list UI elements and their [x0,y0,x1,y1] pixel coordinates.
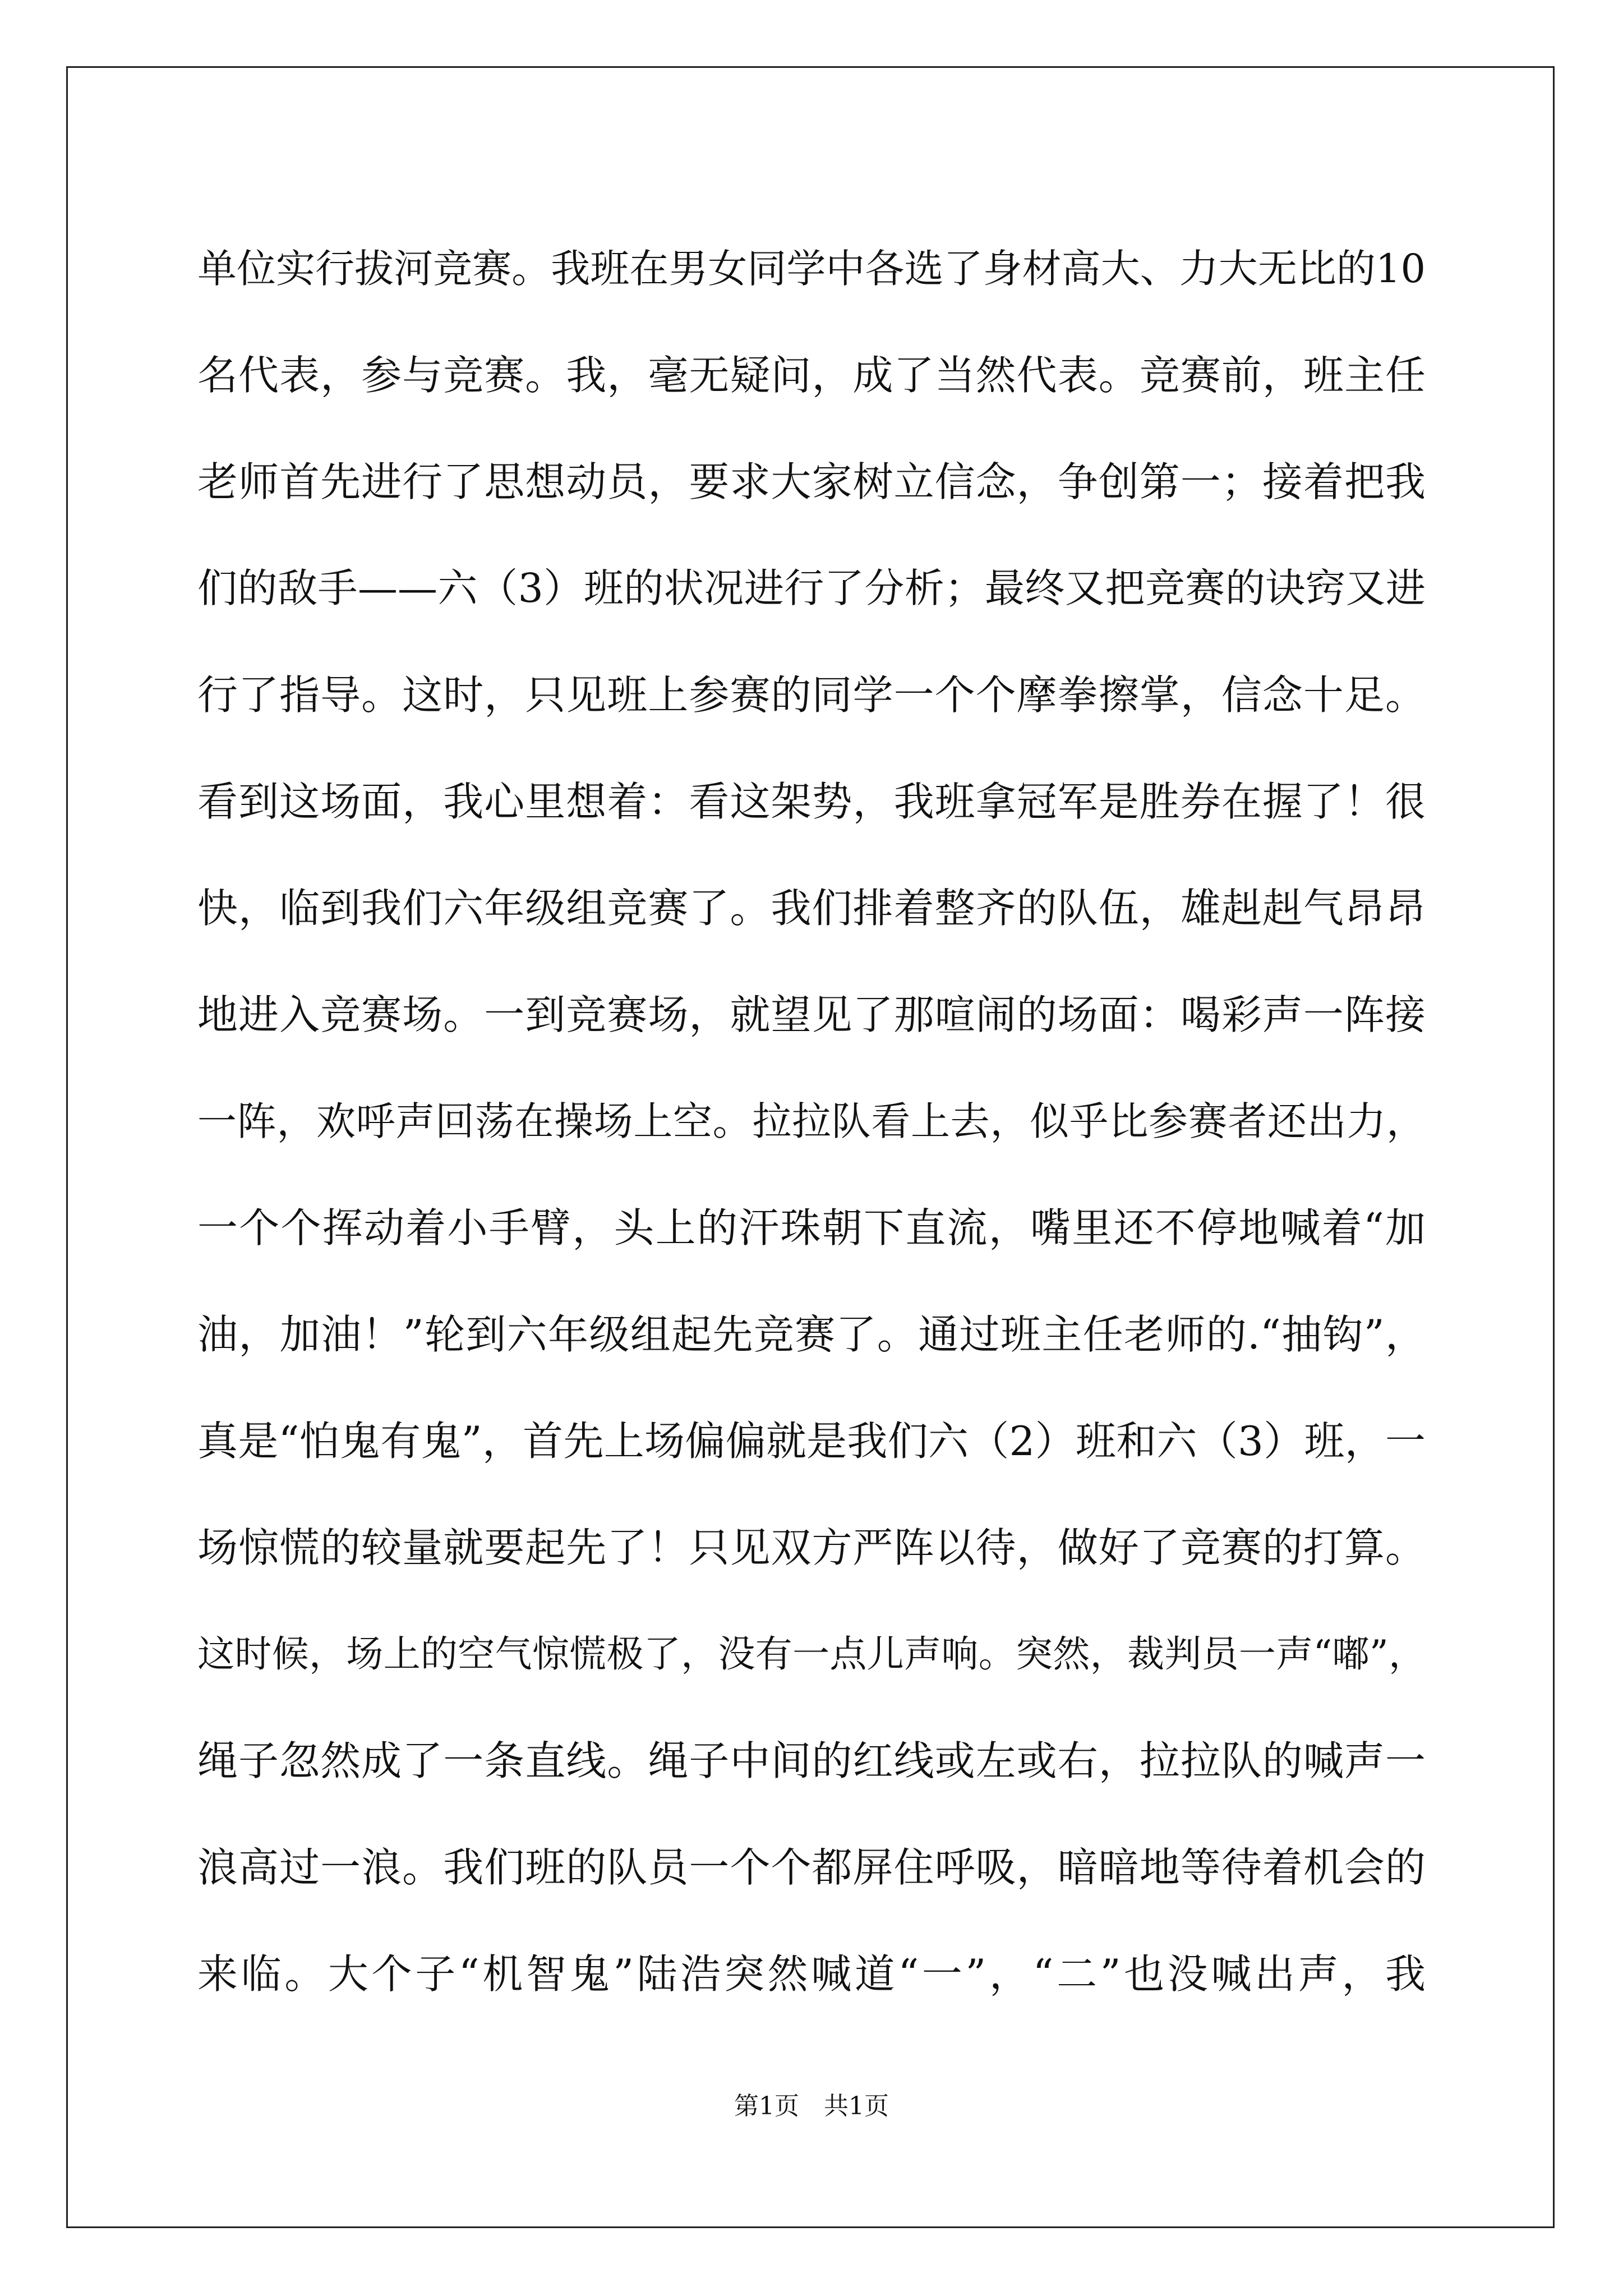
text-line: 真是“怕鬼有鬼”，首先上场偏偏就是我们六（2）班和六（3）班，一 [197,1418,1426,1465]
text-line: 老师首先进行了思想动员，要求大家树立信念，争创第一；接着把我 [197,458,1426,505]
text-line: 们的敌手——六（3）班的状况进行了分析；最终又把竞赛的诀窍又进 [197,565,1426,611]
text-line: 绳子忽然成了一条直线。绳子中间的红线或左或右，拉拉队的喊声一 [197,1737,1426,1784]
text-line: 场惊慌的较量就要起先了！只见双方严阵以待，做好了竞赛的打算。 [197,1524,1426,1571]
page-number-footer: 第1页 共1页 [734,2092,889,2120]
text-line: 这时候，场上的空气惊慌极了，没有一点儿声响。突然，裁判员一声“嘟”， [197,1632,1426,1676]
text-line: 单位实行拔河竞赛。我班在男女同学中各选了身材高大、力大无比的10 [197,246,1426,292]
text-line: 一个个挥动着小手臂，头上的汗珠朝下直流，嘴里还不停地喊着“加 [197,1204,1426,1251]
text-line: 快，临到我们六年级组竞赛了。我们排着整齐的队伍，雄赳赳气昂昂 [197,885,1426,932]
body-text [197,215,1426,2027]
text-line: 浪高过一浪。我们班的队员一个个都屏住呼吸，暗暗地等待着机会的 [197,1844,1426,1891]
text-line: 看到这场面，我心里想着：看这架势，我班拿冠军是胜券在握了！很 [197,778,1426,825]
text-line: 行了指导。这时，只见班上参赛的同学一个个摩拳擦掌，信念十足。 [197,671,1426,719]
text-line: 一阵，欢呼声回荡在操场上空。拉拉队看上去，似乎比参赛者还出力， [197,1098,1426,1144]
text-line: 油，加油！”轮到六年级组起先竞赛了。通过班主任老师的.“抽钩”， [197,1311,1426,1358]
text-line: 名代表，参与竞赛。我，毫无疑问，成了当然代表。竞赛前，班主任 [197,352,1426,399]
text-line: 来临。大个子“机智鬼”陆浩突然喊道“一”，“二”也没喊出声，我 [197,1950,1426,1998]
text-line: 地进入竞赛场。一到竞赛场，就望见了那喧闹的场面：喝彩声一阵接 [197,991,1426,1038]
